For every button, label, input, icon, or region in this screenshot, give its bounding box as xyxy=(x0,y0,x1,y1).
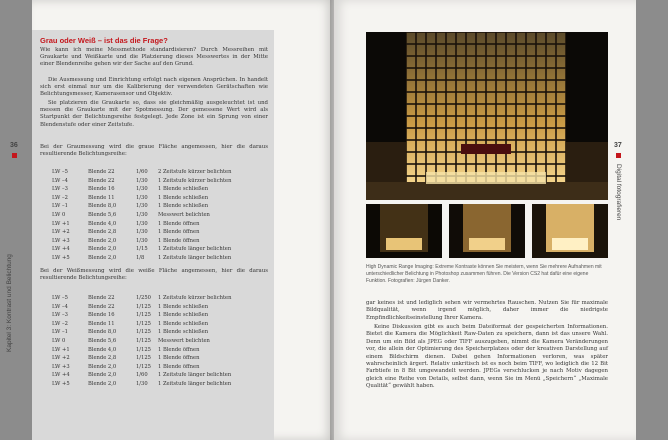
box-title: Grau oder Weiß – ist das die Frage? xyxy=(40,36,168,45)
table-cell: 1 Blende schließen xyxy=(158,303,209,310)
table-row xyxy=(52,194,231,203)
table-cell: 1/60 xyxy=(136,372,148,379)
table-cell: 1 Blende öffnen xyxy=(158,355,200,362)
paragraph: Die Ausmessung und Einrichtung erfolgt nach eigenen Ansprüchen. In handelt sich erst einmal nur um die Kalibrierung der verwendeten Gerätschaften wie Belichtungsmesser, Kamerasensor und Objektiv. xyxy=(40,77,268,98)
chapter-marker-square xyxy=(616,153,621,158)
table-cell: Blende 22 xyxy=(88,303,115,310)
table-cell: Blende 8,0 xyxy=(88,329,117,336)
table-row xyxy=(52,211,231,220)
chapter-marker-square xyxy=(12,153,17,158)
paragraph: Wie kann ich meine Messmethode standardisieren? Durch Messreihen mit Graukarte und Weißkarte und die Platzierung dieses Messwertes in der Mitte einer Blendenreihe gehen wir der Sache auf den Grund. xyxy=(40,47,268,68)
table-row xyxy=(52,220,231,229)
table-cell: 1 Blende öffnen xyxy=(158,229,200,236)
table-cell: Blende 2,0 xyxy=(88,380,117,387)
thumbnail-medium xyxy=(449,204,525,258)
table-cell: 1 Zeitstufe länger belichten xyxy=(158,380,232,387)
table-cell: 1 Zeitstufe länger belichten xyxy=(158,254,232,261)
table-cell: 1/8 xyxy=(136,254,145,261)
table-cell: 1/30 xyxy=(136,194,148,201)
table-cell: LW +2 xyxy=(52,229,70,236)
table-cell: 1/125 xyxy=(136,346,151,353)
paragraph: Sie platzieren die Graukarte so, dass sie gleichmäßig ausgeleuchtet ist und messen die Graukarte mit der Spotmessung. Der gemessene Wert wird als Startpunkt der Belichtungsreihe festgelegt. Jede Zone ist ein Sprung von einer Blendenstufe oder einer Zeitstufe. xyxy=(40,100,268,128)
table-cell: 1 Blende schließen xyxy=(158,329,209,336)
table-cell: LW +4 xyxy=(52,246,70,253)
table-cell: Blende 16 xyxy=(88,186,115,193)
table-cell: 2 Zeitstufe kürzer belichten xyxy=(158,169,232,175)
table-row xyxy=(52,294,231,303)
table-cell: LW +5 xyxy=(52,254,70,261)
table-row xyxy=(52,371,231,380)
table-row xyxy=(52,202,231,211)
table-cell: 1/125 xyxy=(136,320,151,327)
table-cell: LW –4 xyxy=(52,177,68,184)
table-cell: Blende 5,6 xyxy=(88,211,117,218)
table-cell: 1/30 xyxy=(136,220,148,227)
table-cell: 1 Blende öffnen xyxy=(158,237,200,244)
table-cell: LW –1 xyxy=(52,203,68,210)
table-cell: LW +5 xyxy=(52,380,70,387)
table-cell: LW +2 xyxy=(52,355,70,362)
thumbnail-bright xyxy=(532,204,608,258)
table-cell: Blende 11 xyxy=(88,320,115,327)
table-cell: Blende 22 xyxy=(88,177,115,184)
table-cell: 1 Zeitstufe länger belichten xyxy=(158,372,232,379)
building-illustration xyxy=(366,32,608,200)
table-row xyxy=(52,354,231,363)
table-cell: LW –5 xyxy=(52,295,68,301)
table-cell: 1/30 xyxy=(136,186,148,193)
table-cell: Blende 2,0 xyxy=(88,372,117,379)
table-cell: Messwert belichten xyxy=(158,211,210,218)
table-cell: 1/60 xyxy=(136,169,148,175)
table-cell: 1 Zeitstufe kürzer belichten xyxy=(158,177,232,184)
table-cell: Blende 16 xyxy=(88,312,115,319)
table-cell: 1 Blende schließen xyxy=(158,203,209,210)
table-cell: 1 Zeitstufe länger belichten xyxy=(158,246,232,253)
table-cell: Blende 22 xyxy=(88,295,115,301)
table-cell: 1/30 xyxy=(136,380,148,387)
table-cell: Blende 2,8 xyxy=(88,355,117,362)
table-row xyxy=(52,254,231,263)
table-row xyxy=(52,380,231,389)
table-cell: 1 Blende öffnen xyxy=(158,220,200,227)
table-cell: Blende 22 xyxy=(88,169,115,175)
chapter-tab-left: Kapitel 3: Kontrast und Belichtung xyxy=(6,254,13,352)
table-cell: Blende 4,0 xyxy=(88,346,117,353)
table-cell: Blende 11 xyxy=(88,194,115,201)
table-cell: Blende 2,0 xyxy=(88,254,117,261)
table-cell: 1/125 xyxy=(136,329,151,336)
table-cell: 1/125 xyxy=(136,337,151,344)
paragraph: gar keines ist und lediglich sehen wir vermehrtes Rauschen. Nutzen Sie für maximale Bildqualität, wenn irgend möglich, daher immer die niedrigste Empfindlichkeitseinstellung Ihrer Kamera. xyxy=(366,300,608,321)
table-cell: LW –5 xyxy=(52,169,68,175)
table-row xyxy=(52,337,231,346)
table-cell: 1/30 xyxy=(136,177,148,184)
table-cell: Blende 2,0 xyxy=(88,246,117,253)
table-cell: 1/125 xyxy=(136,355,151,362)
table-cell: 1 Blende schließen xyxy=(158,186,209,193)
table-cell: Blende 8,0 xyxy=(88,203,117,210)
photo-caption: High Dynamic Range Imaging: Extreme Kontraste können Sie meistern, wenn Sie mehrere Aufnahmen mit unterschiedlicher Belichtung in Photoshop zusammen führen. Die Version CS2 hat dafür eine eigene Funktion. Fotografien: Jürgen Danker. xyxy=(366,264,602,284)
table-row xyxy=(52,245,231,254)
table-cell: LW –4 xyxy=(52,303,68,310)
table-cell: Blende 5,6 xyxy=(88,337,117,344)
table-cell: 1 Blende schließen xyxy=(158,194,209,201)
paragraph: Keine Diskussion gibt es auch beim Dateiformat der gespeicherten Informationen. Bietet die Kamera die Möglichkeit Raw-Daten zu speichern, dann ist das unsere Wahl. Denn um ein Bild als JPEG oder TIFF auszugeben, nimmt die Kamera Veränderungen vor, die allein der Optimierung des Speicherplatzes oder der kreativen Darstellung auf einem Bildschirm dienen. Dabei gehen Informationen verloren, was später wahrscheinlich ärgert. Relativ unkritisch ist es noch beim TIFF, wo lediglich die 12 Bit Farbtiefe in 8 Bit umgewandelt werden. JPEGs verschlucken je nach Motiv dagegen gleich eine Reihe von Details, selbst dann, wenn Sie im Menü „Speichern“ „Maximale Qualität“ gewählt haben. xyxy=(366,324,608,390)
table-row xyxy=(52,168,231,177)
table-cell: 1/30 xyxy=(136,237,148,244)
table-cell: LW +3 xyxy=(52,363,70,370)
table-cell: LW –3 xyxy=(52,186,68,193)
table-cell: LW +3 xyxy=(52,237,70,244)
table-row xyxy=(52,177,231,186)
table-cell: 1/30 xyxy=(136,203,148,210)
page-number-right: 37 xyxy=(614,142,622,149)
table-row xyxy=(52,303,231,312)
table-cell: Messwert belichten xyxy=(158,337,210,344)
table-row xyxy=(52,228,231,237)
table-cell: LW 0 xyxy=(52,211,66,218)
table-row xyxy=(52,346,231,355)
table-row xyxy=(52,311,231,320)
paragraph: Bei der Graumessung wird die graue Fläche angemessen, hier die daraus resultierende Belichtungsreihe: xyxy=(40,144,268,158)
table-cell: 1/125 xyxy=(136,303,151,310)
table-cell: 1/250 xyxy=(136,295,151,301)
table-cell: 1/30 xyxy=(136,229,148,236)
table-cell: 1 Blende öffnen xyxy=(158,346,200,353)
table-cell: LW –2 xyxy=(52,320,68,327)
table-row xyxy=(52,237,231,246)
thumbnail-dark xyxy=(366,204,442,258)
table-cell: Blende 4,0 xyxy=(88,220,117,227)
hdr-building-photo xyxy=(366,32,608,200)
table-cell: 1/15 xyxy=(136,246,148,253)
table-cell: 1/125 xyxy=(136,312,151,319)
table-cell: 1 Blende schließen xyxy=(158,312,209,319)
table-cell: LW +1 xyxy=(52,346,70,353)
table-cell: Blende 2,0 xyxy=(88,237,117,244)
table-row xyxy=(52,185,231,194)
page-number-left: 36 xyxy=(10,142,18,149)
table-cell: 1/125 xyxy=(136,363,151,370)
table-cell: Blende 2,8 xyxy=(88,229,117,236)
table-row xyxy=(52,320,231,329)
table-cell: 1 Zeitstufe kürzer belichten xyxy=(158,295,232,301)
exposure-table-gray xyxy=(52,168,231,263)
table-cell: LW –3 xyxy=(52,312,68,319)
table-cell: LW +1 xyxy=(52,220,70,227)
table-cell: 1 Blende öffnen xyxy=(158,363,200,370)
table-cell: LW –2 xyxy=(52,194,68,201)
table-cell: LW 0 xyxy=(52,337,66,344)
table-cell: 1 Blende schließen xyxy=(158,320,209,327)
table-cell: LW –1 xyxy=(52,329,68,336)
table-cell: Blende 2,0 xyxy=(88,363,117,370)
table-cell: 1/30 xyxy=(136,211,148,218)
table-cell: LW +4 xyxy=(52,372,70,379)
exposure-table-white xyxy=(52,294,231,389)
table-row xyxy=(52,363,231,372)
paragraph: Bei der Weißmessung wird die weiße Fläche angemessen, hier die daraus resultierende Belichtungsreihe: xyxy=(40,268,268,282)
table-row xyxy=(52,328,231,337)
chapter-tab-right: Digital fotografieren xyxy=(615,164,622,221)
